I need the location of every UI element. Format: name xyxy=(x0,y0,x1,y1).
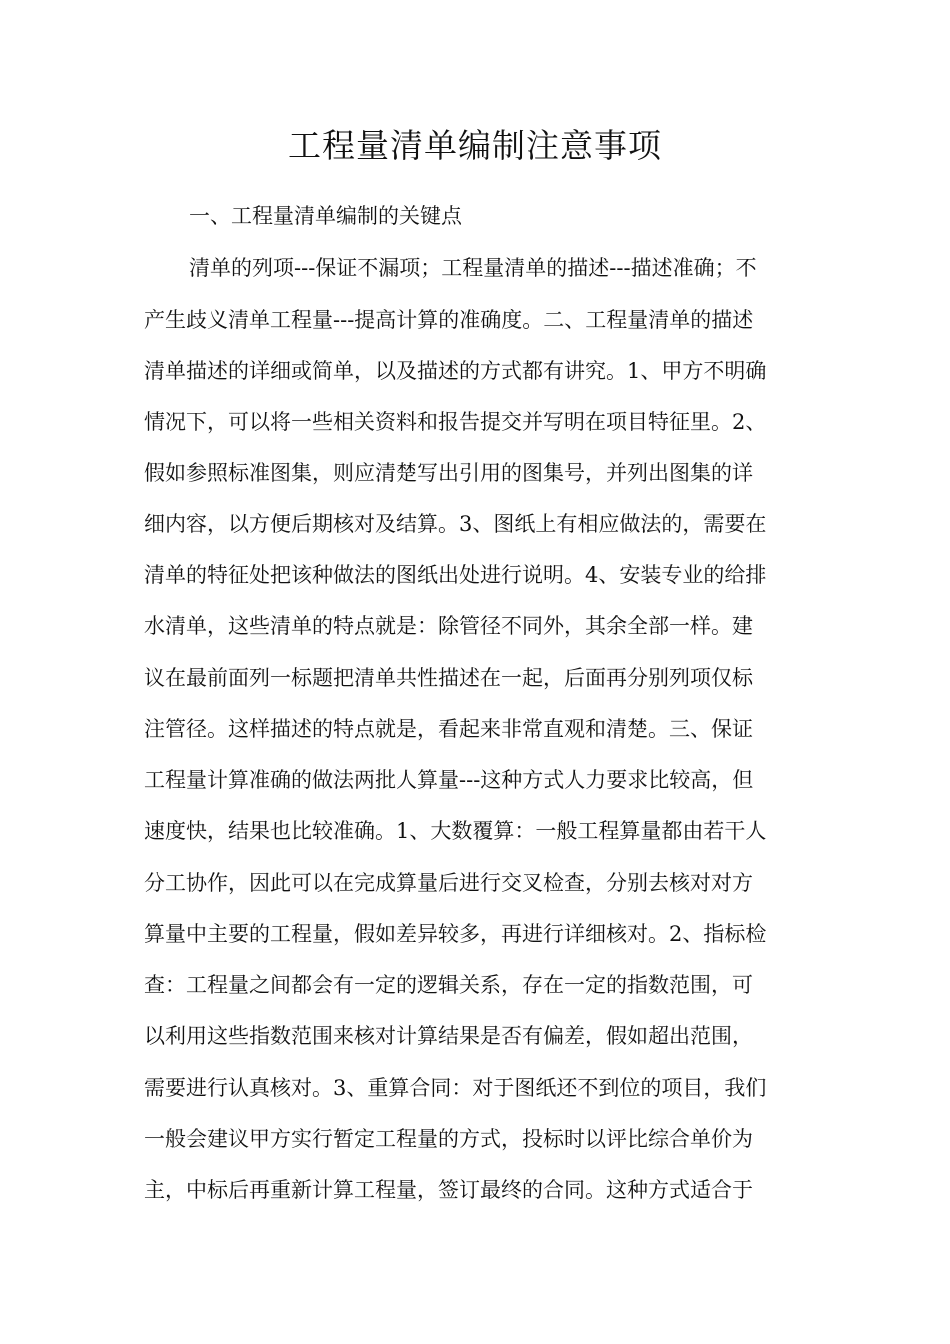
paragraph-line: 产生歧义清单工程量---提高计算的准确度。二、工程量清单的描述 xyxy=(144,308,754,332)
paragraph-line: 清单的列项---保证不漏项；工程量清单的描述---描述准确；不 xyxy=(189,256,757,280)
paragraph-line: 清单的特征处把该种做法的图纸出处进行说明。4、安装专业的给排 xyxy=(144,563,767,587)
paragraph-line: 情况下，可以将一些相关资料和报告提交并写明在项目特征里。2、 xyxy=(144,410,767,434)
paragraph-line: 查：工程量之间都会有一定的逻辑关系，存在一定的指数范围，可 xyxy=(144,973,753,997)
paragraph-line: 以利用这些指数范围来核对计算结果是否有偏差，假如超出范围， xyxy=(144,1024,753,1048)
paragraph-line: 议在最前面列一标题把清单共性描述在一起，后面再分别列项仅标 xyxy=(144,666,753,690)
paragraph-line: 注管径。这样描述的特点就是，看起来非常直观和清楚。三、保证 xyxy=(144,717,753,741)
paragraph-line: 一般会建议甲方实行暂定工程量的方式，投标时以评比综合单价为 xyxy=(144,1127,753,1151)
paragraph-line: 工程量计算准确的做法两批人算量---这种方式人力要求比较高，但 xyxy=(144,768,754,792)
paragraph-line: 分工协作，因此可以在完成算量后进行交叉检查，分别去核对对方 xyxy=(144,871,753,895)
document-title: 工程量清单编制注意事项 xyxy=(288,126,662,165)
paragraph-line: 需要进行认真核对。3、重算合同：对于图纸还不到位的项目，我们 xyxy=(144,1076,767,1100)
paragraph-line: 主，中标后再重新计算工程量，签订最终的合同。这种方式适合于 xyxy=(144,1178,753,1202)
section-heading: 一、工程量清单编制的关键点 xyxy=(189,204,462,228)
paragraph-line: 水清单，这些清单的特点就是：除管径不同外，其余全部一样。建 xyxy=(144,614,753,638)
paragraph-line: 算量中主要的工程量，假如差异较多，再进行详细核对。2、指标检 xyxy=(144,922,767,946)
paragraph-line: 速度快，结果也比较准确。1、大数覆算：一般工程算量都由若干人 xyxy=(144,819,767,843)
paragraph-line: 细内容，以方便后期核对及结算。3、图纸上有相应做法的，需要在 xyxy=(144,512,767,536)
paragraph-line: 假如参照标准图集，则应清楚写出引用的图集号，并列出图集的详 xyxy=(144,461,753,485)
paragraph-line: 清单描述的详细或简单，以及描述的方式都有讲究。1、甲方不明确 xyxy=(144,359,767,383)
